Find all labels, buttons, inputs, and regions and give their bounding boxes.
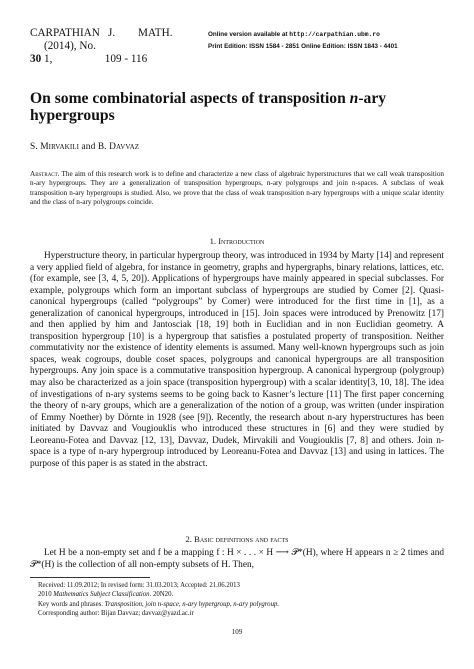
keywords-text: Transposition, join n-space, n-ary hypergroup, n-ary polygroup. <box>102 600 280 608</box>
abstract-label: Abstract. <box>30 170 60 178</box>
footnote-divider <box>30 577 150 578</box>
footnote-dates: Received: 11.09.2012; In revised form: 31.03.2013; Accepted: 21.06.2013 <box>38 582 240 589</box>
basic-definitions-paragraph: Let H be a non-empty set and f be a mapping f : H × . . . × H ⟶ 𝒫*(H), where H appears n ≥ 2 times and 𝒫*(H) is the collection of all non-empty subsets of H. Then, <box>30 548 444 570</box>
section-heading-introduction: 1. Introduction <box>209 236 265 246</box>
author-2-initial: B. <box>97 142 110 152</box>
section-heading-basic-definitions: 2. Basic definitions and facts <box>185 534 289 544</box>
online-label: Online version available at <box>208 31 290 38</box>
msc-codes: 20N20. <box>151 591 174 599</box>
journal-edition-info <box>208 29 398 53</box>
title-line1: On some combinatorial aspects of transposition <box>30 90 350 107</box>
author-1-initial: S. <box>30 142 41 152</box>
title-line1-end: -ary <box>358 90 387 107</box>
paper-title <box>30 90 450 124</box>
journal-citation <box>30 27 173 66</box>
title-line2: hypergroups <box>30 107 115 124</box>
introduction-paragraph: Hyperstructure theory, in particular hypergroup theory, was introduced in 1934 by Marty [14] and represent a very applied field of algebra, for instance in geometry, graphs and hypergraphs, binary relations, lattices, etc. (for example, see [3, 4, 5, 20]). Applications of hypergroups have mainly appeared in special subclasses. For example, polygroups which form an important subclass of hypergroups are studied by Comer [2]. Quasi-canonical hypergroups (called “polygroups” by Comer) were introduced for the first time in [1], as a generalization of canonical hypergroups, introduced in [15]. Join spaces were introduced by Prenowitz [17] and then applied by him and Jantosciak [18, 19] both in Euclidian and in non Euclidian geometry. A transposition hypergroup [10] is a hypergroup that satisfies a postulated property of transposition. Neither commutativity nor the existence of identity elements is assumed. Many well-known hypergroups such as join spaces, weak cogroups, double coset spaces, polygroups and canonical hypergroups are all transposition hypergroups. Any join space is a commutative transposition hypergroup. A canonical hypergroup (polygroup) may also be characterized as a join space (transposition hypergroup) with a scalar identity[3, 10, 18]. The idea of investigations of n-ary systems seems to be going back to Kasner’s lecture [11] The first paper concerning the theory of n-ary groups, which are a generalization of the notion of a group, was written (under inspiration of Emmy Noether) by Dörnte in 1928 (see [9]). Recently, the research about n-ary hyperstructures has been initiated by Davvaz and Vougiouklis who introduced these structures in [6] and they were studied by Leoreanu-Fotea and Davvaz [12, 13], Davvaz, Dudek, Mirvakili and Vougiouklis [7, 8] and others. Join n-space is a type of n-ary hypergroup introduced by Leoreanu-Fotea and Davvaz [13] and using in lattices. The purpose of this paper is as stated in the abstract. <box>30 251 444 469</box>
title-variable: n <box>349 90 359 107</box>
footnote-keywords <box>30 600 444 609</box>
author-1-surname: Mirvakili <box>40 142 80 152</box>
author-2-surname: Davvaz <box>109 142 140 152</box>
footnote-corresponding: Corresponding author: Bijan Davvaz; davvaz@yazd.ac.ir <box>38 609 194 617</box>
footnote-msc <box>30 590 444 599</box>
footnotes <box>30 581 444 618</box>
online-url-link[interactable]: http://carpathian.ubm.ro <box>289 31 380 38</box>
journal-abbr: J. <box>108 27 116 39</box>
page-range: 109 - 116 <box>104 53 148 65</box>
abstract-text: The aim of this research work is to define and characterize a new class of algebraic hyperstructures that we call weak transposition n-ary hypergroups. They are a generalization of transposition hypergroups, n-ary polygroups and join n-spaces. A subclass of weak transposition n-ary hypergroups is studied. Also, we prove that the class of weak transposition n-ary hypergroups with a unique scalar identity and the class of n-ary polygroups coincide. <box>30 170 445 206</box>
msc-year: 2010 <box>38 591 54 599</box>
author-separator: and <box>79 142 98 152</box>
author-list <box>30 142 139 152</box>
journal-name: CARPATHIAN <box>30 27 100 39</box>
year-issue: (2014), No. 1, <box>43 40 96 65</box>
volume-number: 30 <box>30 53 42 65</box>
journal-field: MATH. <box>138 27 173 39</box>
keywords-label: Key words and phrases. <box>38 600 103 608</box>
issn-line: Print Edition: ISSN 1584 - 2851 Online Edition: ISSN 1843 - 4401 <box>208 43 398 50</box>
abstract <box>30 170 444 207</box>
msc-label: Mathematics Subject Classification. <box>53 591 152 599</box>
page-number: 109 <box>231 628 243 636</box>
